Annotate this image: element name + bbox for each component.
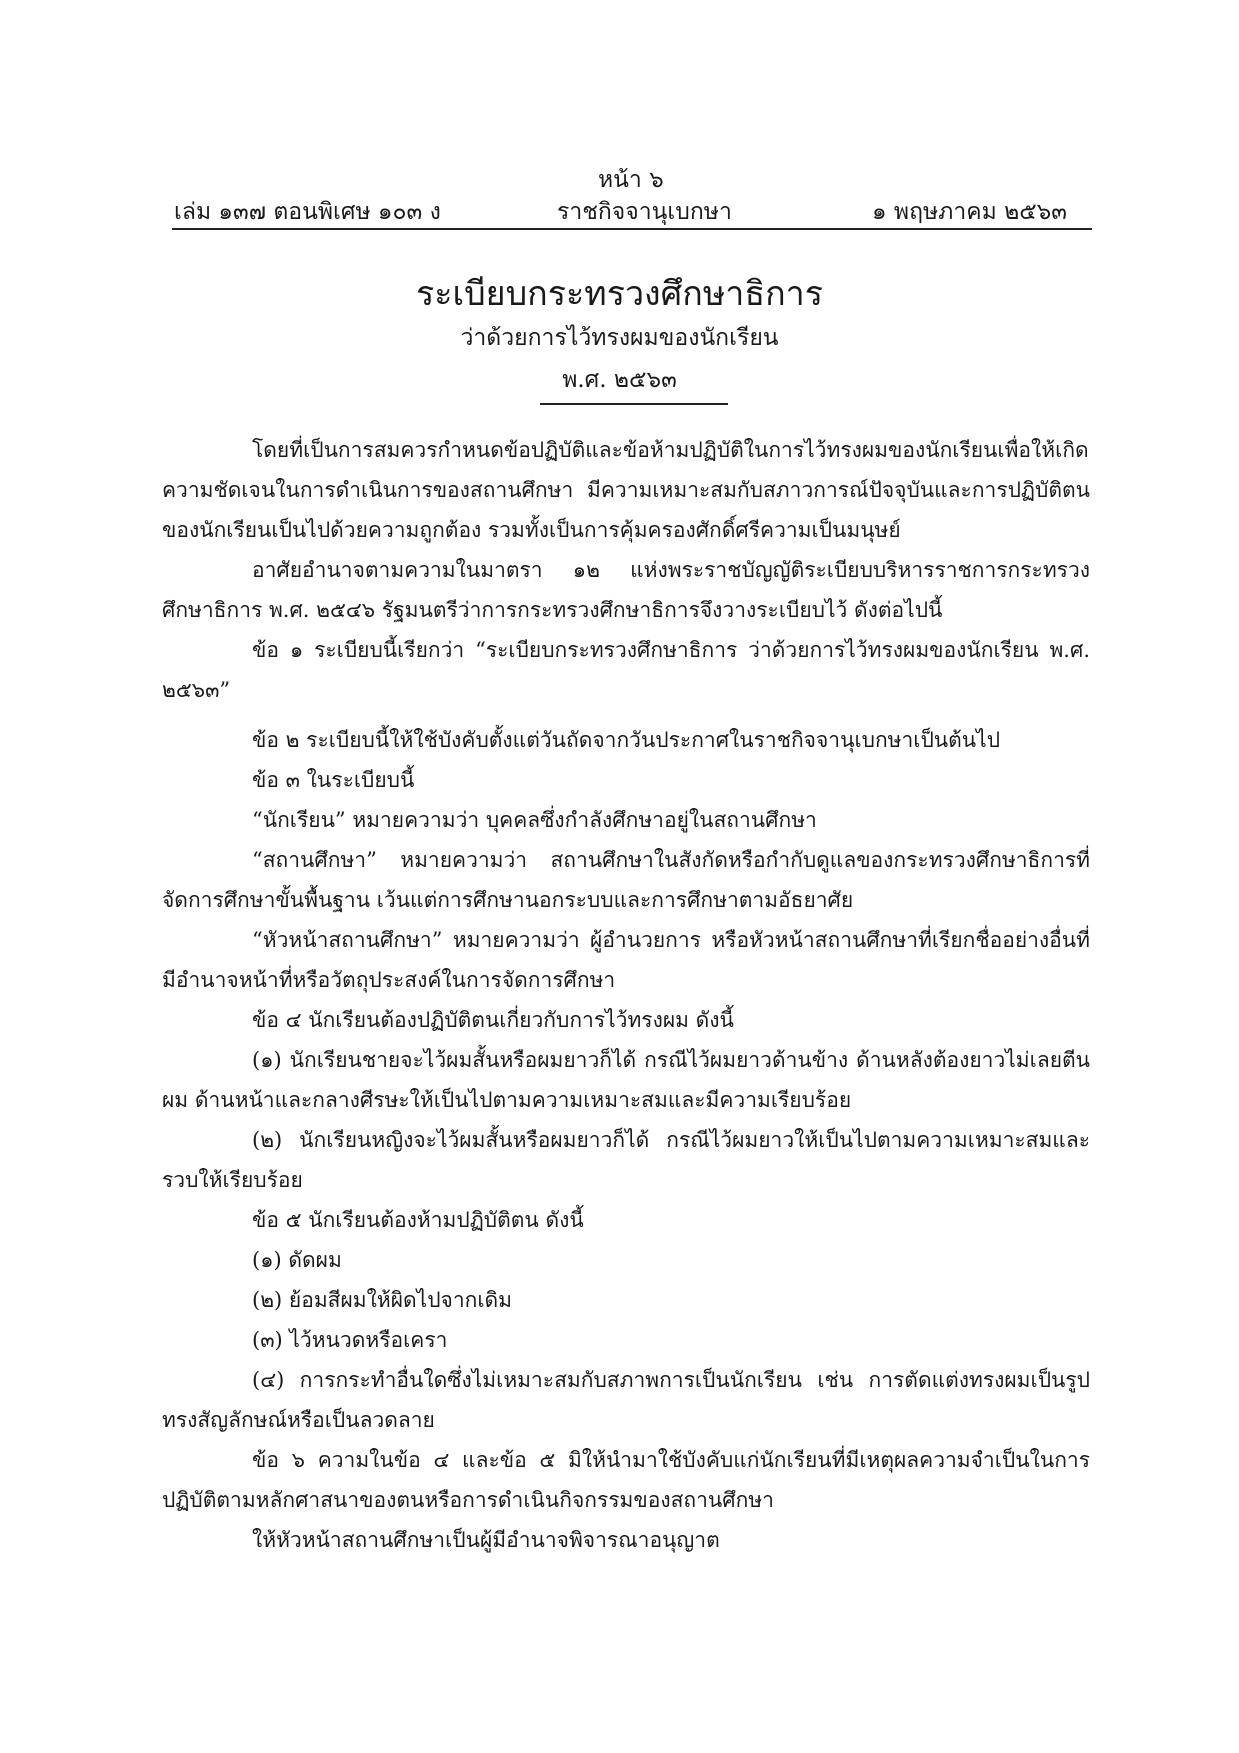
document-body — [162, 430, 1090, 1560]
clause-4-item-2: (๒) นักเรียนหญิงจะไว้ผมสั้นหรือผมยาวก็ได้ กรณีไว้ผมยาวให้เป็นไปตามความเหมาะสมและรวบให้เรียบร้อย — [162, 1128, 1090, 1192]
document-year: พ.ศ. ๒๕๖๓ — [562, 367, 677, 393]
publication-date: ๑ พฤษภาคม ๒๕๖๓ — [872, 199, 1067, 225]
page-number: หน้า ๖ — [598, 167, 664, 193]
clause-3: ข้อ ๓ ในระเบียบนี้ — [252, 768, 415, 792]
clause-5: ข้อ ๕ นักเรียนต้องห้ามปฏิบัติตน ดังนี้ — [252, 1208, 584, 1232]
document-title: ระเบียบกระทรวงศึกษาธิการ — [415, 274, 824, 314]
title-divider — [540, 403, 728, 405]
clause-5-item-4: (๔) การกระทำอื่นใดซึ่งไม่เหมาะสมกับสภาพการเป็นนักเรียน เช่น การตัดแต่งทรงผมเป็นรูปทรงสัญลักษณ์หรือเป็นลวดลาย — [162, 1368, 1090, 1432]
clause-1: ข้อ ๑ ระเบียบนี้เรียกว่า “ระเบียบกระทรวงศึกษาธิการ ว่าด้วยการไว้ทรงผมของนักเรียน พ.ศ. ๒๕๖๓” — [162, 638, 1090, 702]
gazette-name: ราชกิจจานุเบกษา — [557, 199, 732, 225]
definition-school-head: “หัวหน้าสถานศึกษา” หมายความว่า ผู้อำนวยการ หรือหัวหน้าสถานศึกษาที่เรียกชื่ออย่างอื่นที่มีอำนาจหน้าที่หรือวัตถุประสงค์ในการจัดการศึกษา — [162, 928, 1090, 992]
clause-5-item-2: (๒) ย้อมสีผมให้ผิดไปจากเดิม — [252, 1288, 513, 1312]
clause-4-item-1: (๑) นักเรียนชายจะไว้ผมสั้นหรือผมยาวก็ได้ กรณีไว้ผมยาวด้านข้าง ด้านหลังต้องยาวไม่เลยตีนผม ด้านหน้าและกลางศีรษะให้เป็นไปตามความเหมาะสมและมีความเรียบร้อย — [162, 1048, 1090, 1112]
document-subtitle: ว่าด้วยการไว้ทรงผมของนักเรียน — [460, 325, 779, 351]
preamble-paragraph: โดยที่เป็นการสมควรกำหนดข้อปฏิบัติและข้อห้ามปฏิบัติในการไว้ทรงผมของนักเรียนเพื่อให้เกิดความชัดเจนในการดำเนินการของสถานศึกษา มีความเหมาะสมกับสภาวการณ์ปัจจุบันและการปฏิบัติตนของนักเรียนเป็นไปด้วยความถูกต้อง รวมทั้งเป็นการคุ้มครองศักดิ์ศรีความเป็นมนุษย์ — [162, 438, 1090, 542]
clause-6: ข้อ ๖ ความในข้อ ๔ และข้อ ๕ มิให้นำมาใช้บังคับแก่นักเรียนที่มีเหตุผลความจำเป็นในการปฏิบัติตามหลักศาสนาของตนหรือการดำเนินกิจกรรมของสถานศึกษา — [162, 1448, 1090, 1512]
header-divider — [172, 228, 1092, 230]
clause-4: ข้อ ๔ นักเรียนต้องปฏิบัติตนเกี่ยวกับการไว้ทรงผม ดังนี้ — [252, 1008, 734, 1032]
clause-5-item-1: (๑) ดัดผม — [252, 1248, 342, 1272]
definition-student: “นักเรียน” หมายความว่า บุคคลซึ่งกำลังศึกษาอยู่ในสถานศึกษา — [252, 808, 817, 832]
clause-5-item-3: (๓) ไว้หนวดหรือเครา — [252, 1328, 448, 1352]
clause-6-authorization: ให้หัวหน้าสถานศึกษาเป็นผู้มีอำนาจพิจารณาอนุญาต — [252, 1528, 720, 1552]
volume-info: เล่ม ๑๓๗ ตอนพิเศษ ๑๐๓ ง — [174, 199, 441, 225]
authority-paragraph: อาศัยอำนาจตามความในมาตรา ๑๒ แห่งพระราชบัญญัติระเบียบบริหารราชการกระทรวงศึกษาธิการ พ.ศ. ๒๕๔๖ รัฐมนตรีว่าการกระทรวงศึกษาธิการจึงวางระเบียบไว้ ดังต่อไปนี้ — [162, 558, 1090, 622]
clause-2: ข้อ ๒ ระเบียบนี้ให้ใช้บังคับตั้งแต่วันถัดจากวันประกาศในราชกิจจานุเบกษาเป็นต้นไป — [252, 728, 1001, 752]
definition-school: “สถานศึกษา” หมายความว่า สถานศึกษาในสังกัดหรือกำกับดูแลของกระทรวงศึกษาธิการที่จัดการศึกษาขั้นพื้นฐาน เว้นแต่การศึกษานอกระบบและการศึกษาตามอัธยาศัย — [162, 848, 1090, 912]
